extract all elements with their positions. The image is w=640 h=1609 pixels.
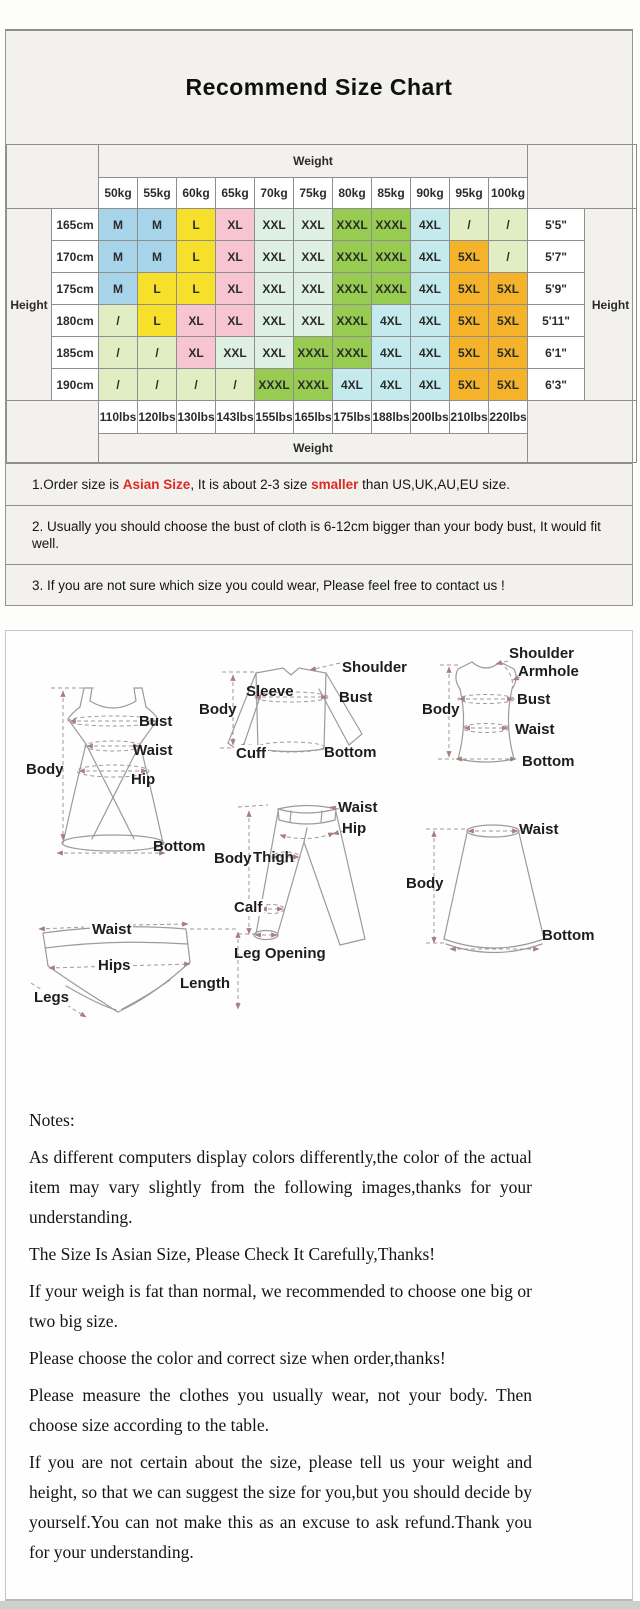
lbs-cell: 120lbs — [138, 401, 177, 434]
size-cell: XXXL — [333, 305, 372, 337]
size-cell: L — [177, 273, 216, 305]
size-cell: 5XL — [450, 273, 489, 305]
note1-text: , It is about 2-3 size — [190, 477, 312, 492]
size-cell: XXXL — [333, 209, 372, 241]
note-paragraph: Please measure the clothes you usually wear, not your body. Then choose size according to the table. — [29, 1385, 532, 1435]
height-ft-cell: 6'1" — [528, 337, 585, 369]
size-row — [7, 209, 637, 241]
order-note-3: 3. If you are not sure which size you could wear, Please feel free to contact us ! — [6, 564, 632, 606]
size-cell: XXL — [294, 241, 333, 273]
size-cell: M — [99, 241, 138, 273]
lbs-cell: 165lbs — [294, 401, 333, 434]
pants-waist-label: Waist — [338, 799, 378, 816]
vest-shoulder-label: Shoulder — [509, 645, 575, 662]
note1-asian-size: Asian Size — [122, 477, 191, 492]
size-cell: 5XL — [489, 273, 528, 305]
size-row — [7, 305, 637, 337]
size-cell: 4XL — [411, 305, 450, 337]
lbs-cell: 210lbs — [450, 401, 489, 434]
kg-header-cell: 55kg — [138, 178, 177, 209]
size-cell: M — [99, 209, 138, 241]
order-note-2: 2. Usually you should choose the bust of cloth is 6-12cm bigger than your body bust, It would fit well. — [6, 505, 632, 564]
pants-calf-label: Calf — [234, 899, 263, 916]
dress-body-label: Body — [26, 761, 64, 778]
skirt-body-label: Body — [406, 875, 444, 892]
size-cell: XXXL — [255, 369, 294, 401]
size-cell: / — [138, 337, 177, 369]
size-row — [7, 241, 637, 273]
shirt-bottom-label: Bottom — [324, 744, 377, 761]
kg-header-cell: 65kg — [216, 178, 255, 209]
size-cell: 4XL — [372, 305, 411, 337]
size-cell: XXXL — [333, 241, 372, 273]
lbs-cell: 155lbs — [255, 401, 294, 434]
size-cell: M — [138, 241, 177, 273]
size-cell: / — [99, 337, 138, 369]
size-cell: L — [138, 305, 177, 337]
lbs-cell: 188lbs — [372, 401, 411, 434]
height-ft-cell: 5'11" — [528, 305, 585, 337]
dress-hip-label: Hip — [131, 771, 156, 788]
size-cell: XXXL — [294, 369, 333, 401]
size-cell: / — [216, 369, 255, 401]
size-cell: L — [138, 273, 177, 305]
panties-hips-label: Hips — [98, 957, 131, 974]
note-paragraph: If you are not certain about the size, please tell us your weight and height, so that we can suggest the size for you,but you should decide by yourself.You can not make this as an excuse to ask refund.Thank you for your understanding. — [29, 1452, 532, 1562]
note-paragraph: The Size Is Asian Size, Please Check It Carefully,Thanks! — [29, 1244, 436, 1264]
size-cell: XXL — [294, 209, 333, 241]
vest-body-label: Body — [422, 701, 460, 718]
height-label-left: Height — [7, 209, 52, 401]
size-cell: 4XL — [333, 369, 372, 401]
notes-section — [6, 1101, 632, 1574]
kg-header-cell: 80kg — [333, 178, 372, 209]
lbs-cell: 143lbs — [216, 401, 255, 434]
size-cell: 5XL — [450, 369, 489, 401]
order-note-1 — [6, 463, 632, 505]
size-cell: M — [99, 273, 138, 305]
dress-bottom-label: Bottom — [153, 838, 206, 855]
corner-cell — [7, 145, 99, 209]
vest-bottom-label: Bottom — [522, 753, 575, 770]
height-cm-cell: 190cm — [52, 369, 99, 401]
height-label-right: Height — [585, 209, 637, 401]
pants-thigh-label: Thigh — [253, 849, 294, 866]
size-cell: XXXL — [333, 273, 372, 305]
kg-header-cell: 85kg — [372, 178, 411, 209]
size-cell: / — [99, 369, 138, 401]
kg-header-cell: 95kg — [450, 178, 489, 209]
weight-header-bottom: Weight — [99, 434, 528, 463]
kg-header-cell: 90kg — [411, 178, 450, 209]
vest-bust-label: Bust — [517, 691, 551, 708]
corner-cell — [528, 401, 637, 463]
panties-length-label: Length — [180, 975, 230, 992]
size-cell: XXL — [255, 209, 294, 241]
size-cell: XXL — [294, 273, 333, 305]
size-cell: / — [138, 369, 177, 401]
size-cell: 5XL — [450, 337, 489, 369]
height-cm-cell: 185cm — [52, 337, 99, 369]
size-cell: XXL — [294, 305, 333, 337]
size-cell: XXL — [216, 337, 255, 369]
weight-header-row — [7, 145, 637, 178]
lbs-cell: 200lbs — [411, 401, 450, 434]
lbs-row — [7, 401, 637, 434]
size-cell: XL — [177, 337, 216, 369]
height-ft-cell: 5'5" — [528, 209, 585, 241]
note1-smaller: smaller — [311, 477, 359, 492]
size-cell: / — [450, 209, 489, 241]
height-cm-cell: 165cm — [52, 209, 99, 241]
size-cell: 5XL — [450, 241, 489, 273]
size-cell: XXXL — [372, 209, 411, 241]
note-paragraph: If your weigh is fat than normal, we recommended to choose one big or two big size. — [29, 1281, 532, 1331]
size-cell: 4XL — [411, 369, 450, 401]
height-cm-cell: 175cm — [52, 273, 99, 305]
height-ft-cell: 5'9" — [528, 273, 585, 305]
size-cell: XL — [177, 305, 216, 337]
size-cell: XXL — [255, 305, 294, 337]
size-cell: 5XL — [489, 337, 528, 369]
size-row — [7, 337, 637, 369]
skirt-waist-label: Waist — [519, 821, 559, 838]
size-row — [7, 273, 637, 305]
size-cell: 5XL — [489, 369, 528, 401]
note1-text: than US,UK,AU,EU size. — [358, 477, 510, 492]
weight-header-top: Weight — [99, 145, 528, 178]
size-cell: / — [489, 209, 528, 241]
size-cell: XL — [216, 241, 255, 273]
panties-waist-label: Waist — [92, 921, 132, 938]
corner-cell — [7, 401, 99, 463]
size-cell: 4XL — [372, 369, 411, 401]
kg-header-cell: 50kg — [99, 178, 138, 209]
notes-heading: Notes: — [29, 1110, 75, 1130]
size-cell: XL — [216, 209, 255, 241]
size-cell: 5XL — [450, 305, 489, 337]
size-cell: XXXL — [372, 241, 411, 273]
size-cell: 4XL — [372, 337, 411, 369]
height-ft-cell: 6'3" — [528, 369, 585, 401]
size-cell: 4XL — [411, 241, 450, 273]
size-cell: M — [138, 209, 177, 241]
image-bottom-edge — [0, 1601, 640, 1609]
size-cell: XXXL — [333, 337, 372, 369]
vest-waist-label: Waist — [515, 721, 555, 738]
pants-hip-label: Hip — [342, 820, 367, 837]
size-cell: XXL — [255, 337, 294, 369]
lbs-cell: 220lbs — [489, 401, 528, 434]
size-cell: / — [177, 369, 216, 401]
size-cell: L — [177, 241, 216, 273]
lbs-cell: 110lbs — [99, 401, 138, 434]
size-cell: / — [99, 305, 138, 337]
kg-header-cell: 60kg — [177, 178, 216, 209]
size-cell: 5XL — [489, 305, 528, 337]
size-chart-section — [5, 29, 633, 606]
note-paragraph: Please choose the color and correct size when order,thanks! — [29, 1348, 446, 1368]
size-cell: XXXL — [294, 337, 333, 369]
skirt-bottom-label: Bottom — [542, 927, 595, 944]
page-title: Recommend Size Chart — [185, 74, 453, 100]
kg-header-cell: 75kg — [294, 178, 333, 209]
size-row — [7, 369, 637, 401]
size-cell: / — [489, 241, 528, 273]
size-cell: XXL — [255, 241, 294, 273]
panties-legs-label: Legs — [34, 989, 70, 1006]
note-paragraph: As different computers display colors differently,the color of the actual item may vary slightly from the following images,thanks for your understanding. — [29, 1147, 532, 1227]
size-cell: 4XL — [411, 337, 450, 369]
height-ft-cell: 5'7" — [528, 241, 585, 273]
size-cell: 4XL — [411, 273, 450, 305]
lbs-cell: 130lbs — [177, 401, 216, 434]
height-cm-cell: 180cm — [52, 305, 99, 337]
shirt-sleeve-label: Sleeve — [246, 683, 294, 700]
shirt-cuff-label: Cuff — [236, 745, 266, 762]
shirt-bust-label: Bust — [339, 689, 373, 706]
lbs-cell: 175lbs — [333, 401, 372, 434]
shirt-body-label: Body — [199, 701, 237, 718]
pants-leg-opening-label: Leg Opening — [234, 945, 326, 962]
dress-waist-label: Waist — [133, 742, 173, 759]
shirt-shoulder-label: Shoulder — [342, 659, 408, 676]
size-cell: L — [177, 209, 216, 241]
vest-armhole-label: Armhole — [518, 663, 579, 680]
size-cell: XL — [216, 305, 255, 337]
size-table — [6, 144, 637, 463]
note1-text: 1.Order size is — [32, 477, 123, 492]
pants-body-label: Body — [214, 850, 252, 867]
size-cell: XXXL — [372, 273, 411, 305]
kg-header-cell: 70kg — [255, 178, 294, 209]
size-cell: 4XL — [411, 209, 450, 241]
shirt-drawing — [220, 663, 362, 753]
size-cell: XXL — [255, 273, 294, 305]
corner-cell — [528, 145, 637, 209]
measurement-guide-section — [5, 630, 633, 1601]
dress-bust-label: Bust — [139, 713, 173, 730]
kg-header-cell: 100kg — [489, 178, 528, 209]
height-cm-cell: 170cm — [52, 241, 99, 273]
size-cell: XL — [216, 273, 255, 305]
